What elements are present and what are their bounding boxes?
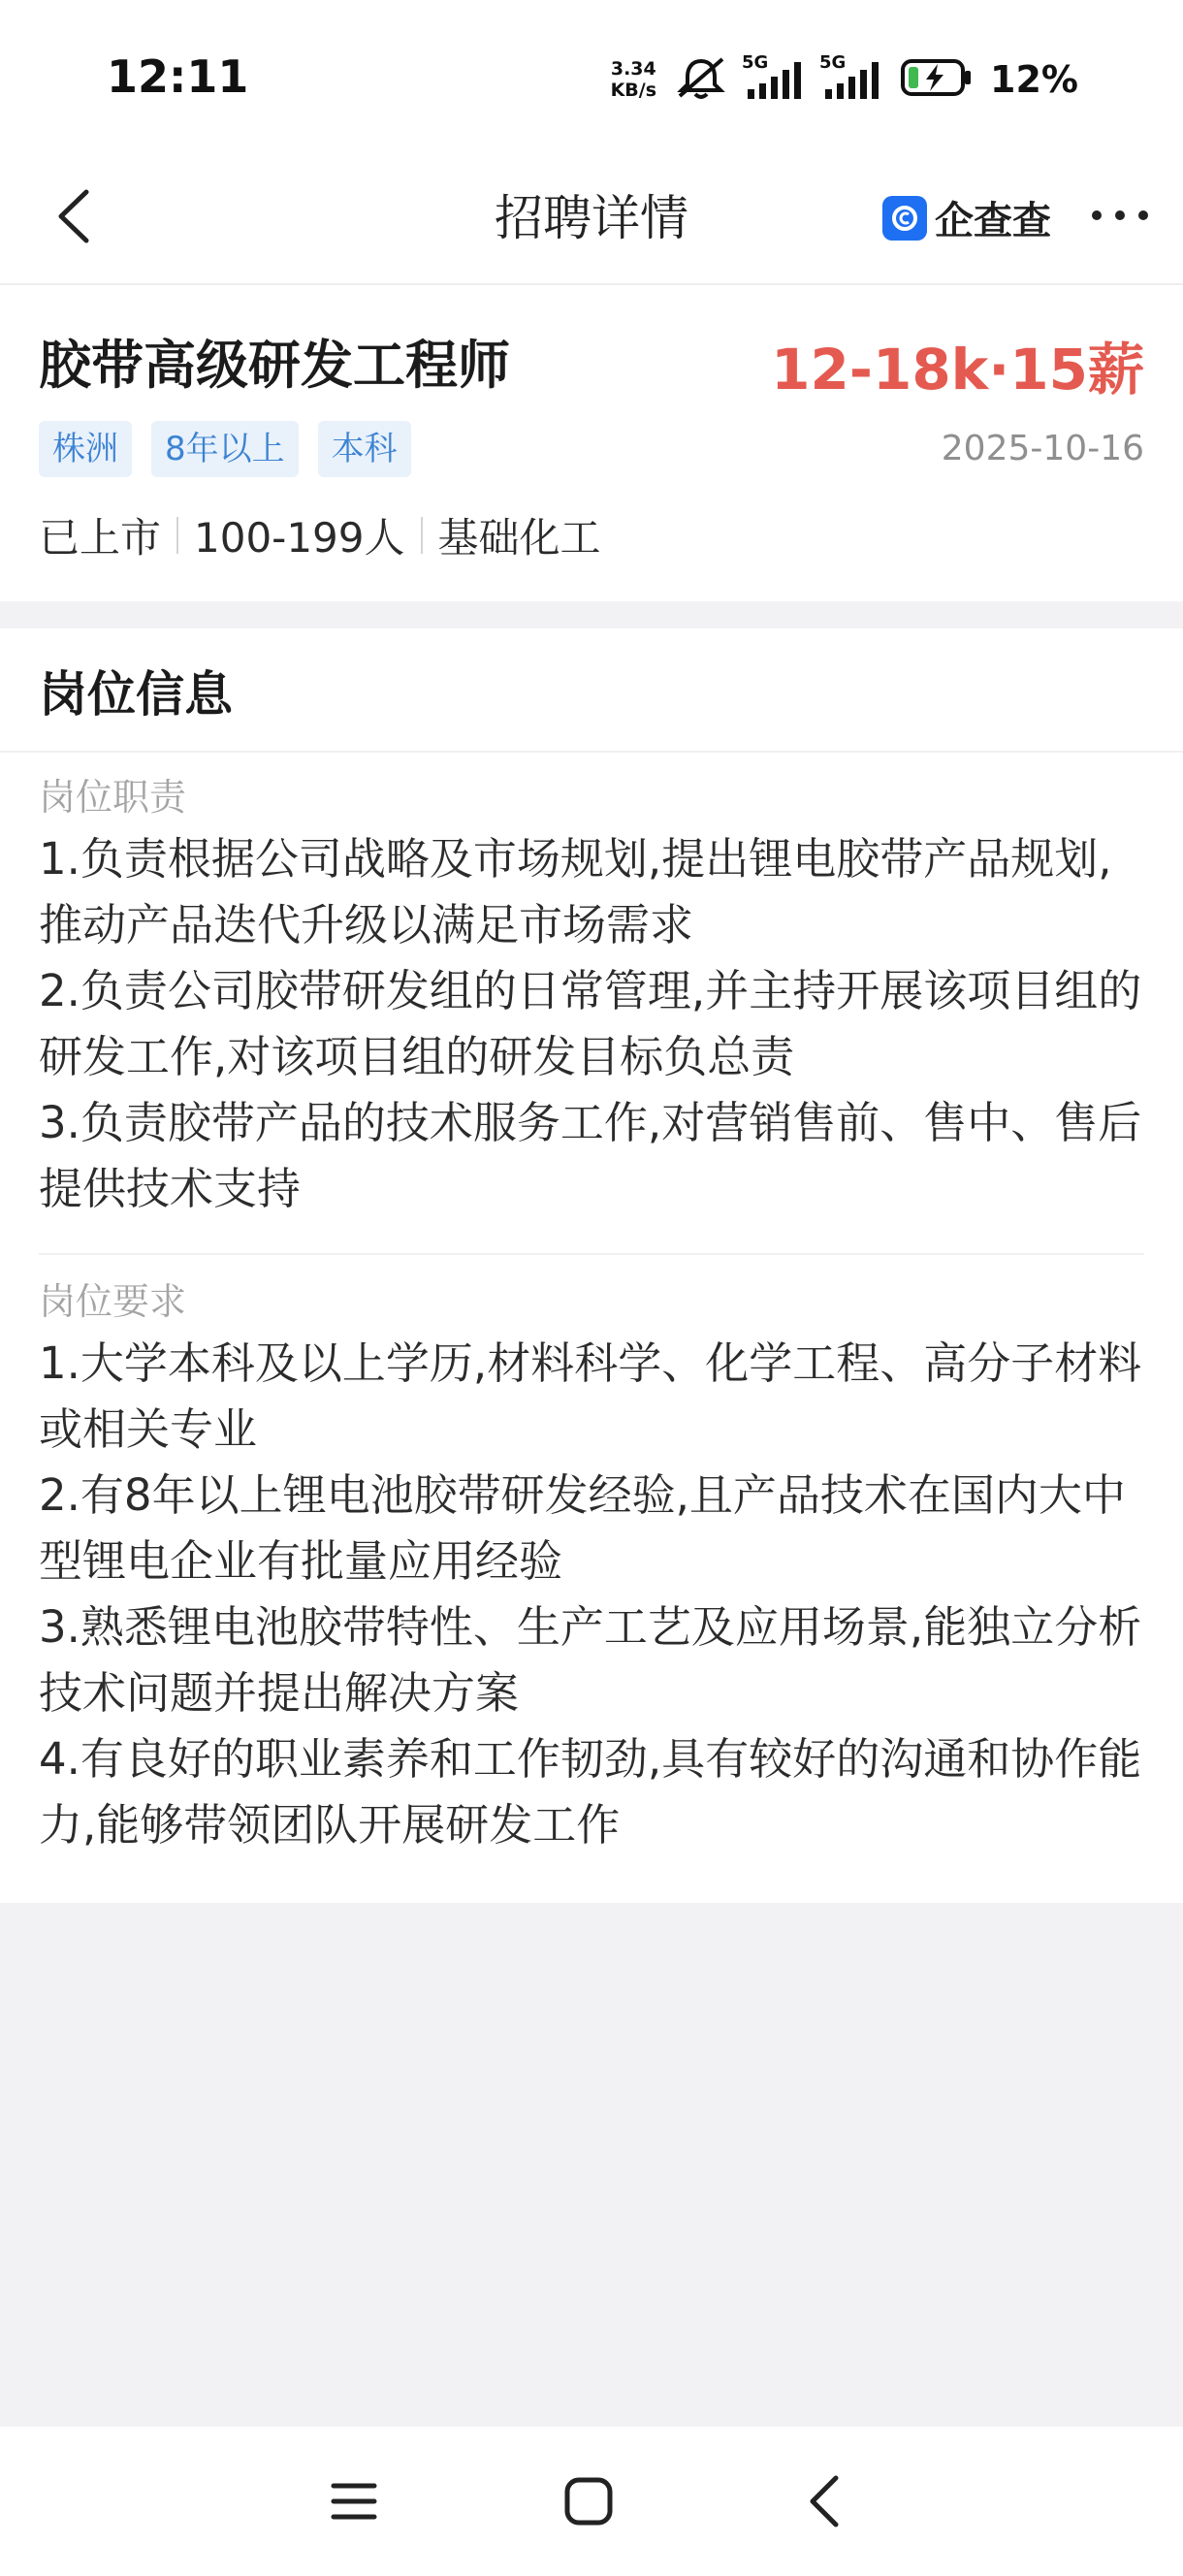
menu-icon xyxy=(330,2480,378,2527)
back-triangle-icon xyxy=(805,2474,844,2532)
battery-percent: 12% xyxy=(990,58,1078,101)
signal-icon xyxy=(819,52,883,99)
job-info-section xyxy=(0,628,1183,1903)
more-button[interactable] xyxy=(1086,192,1154,241)
meta-divider xyxy=(176,517,178,554)
post-date: 2025-10-16 xyxy=(941,429,1144,468)
battery-charging-icon xyxy=(901,58,973,101)
status-time: 12:11 xyxy=(107,50,249,103)
company-industry: 基础化工 xyxy=(437,514,601,562)
system-back-button[interactable] xyxy=(790,2469,858,2537)
status-icons xyxy=(611,50,1078,109)
job-tags xyxy=(39,421,411,477)
company-size: 100-199人 xyxy=(194,514,405,562)
duties-list xyxy=(39,826,1144,1222)
net-speed-unit: KB/s xyxy=(610,80,657,101)
net-speed xyxy=(611,58,656,101)
system-nav-bar xyxy=(0,2427,1183,2576)
company-meta xyxy=(39,506,601,564)
qcc-brand-link[interactable] xyxy=(882,190,1051,245)
section-divider xyxy=(39,1253,1144,1255)
signal-5g-label: 5G xyxy=(742,52,769,73)
qcc-brand-label: 企查查 xyxy=(935,199,1051,243)
list-item: 4.有良好的职业素养和工作韧劲,具有较好的沟通和协作能力,能够带领团队开展研发工作 xyxy=(39,1733,1142,1851)
requirements-heading: 岗位要求 xyxy=(39,1280,187,1323)
job-header-card xyxy=(0,285,1183,601)
status-bar xyxy=(0,0,1183,155)
list-item: 1.负责根据公司战略及市场规划,提出锂电胶带产品规划,推动产品迭代升级以满足市场需求 xyxy=(39,833,1112,950)
tag-experience: 8年以上 xyxy=(151,421,299,477)
job-title: 胶带高级研发工程师 xyxy=(39,335,510,396)
qcc-logo-icon xyxy=(882,196,927,241)
requirements-block xyxy=(39,1274,1144,1858)
requirements-list xyxy=(39,1331,1144,1858)
list-item: 2.有8年以上锂电池胶带研发经验,且产品技术在国内大中型锂电企业有批量应用经验 xyxy=(39,1469,1126,1587)
company-listing-status: 已上市 xyxy=(39,514,162,562)
meta-divider xyxy=(421,517,423,554)
page-title: 招聘详情 xyxy=(495,190,688,246)
home-button[interactable] xyxy=(555,2469,623,2537)
mute-icon xyxy=(674,55,728,104)
salary: 12-18k·15薪 xyxy=(771,337,1144,402)
list-item: 2.负责公司胶带研发组的日常管理,并主持开展该项目组的研发工作,对该项目组的研发目标负总责 xyxy=(39,965,1142,1082)
net-speed-value: 3.34 xyxy=(610,58,656,80)
more-dots-icon xyxy=(1090,208,1150,226)
home-square-icon xyxy=(563,2476,614,2530)
duties-heading: 岗位职责 xyxy=(39,776,187,819)
list-item: 3.熟悉锂电池胶带特性、生产工艺及应用场景,能独立分析技术问题并提出解决方案 xyxy=(39,1601,1142,1719)
section-title: 岗位信息 xyxy=(39,666,233,723)
nav-bar xyxy=(0,155,1183,285)
recents-button[interactable] xyxy=(320,2469,388,2537)
list-item: 3.负责胶带产品的技术服务工作,对营销售前、售中、售后提供技术支持 xyxy=(39,1097,1142,1214)
tag-education: 本科 xyxy=(318,421,411,477)
duties-block xyxy=(39,770,1144,1222)
tag-location: 株洲 xyxy=(39,421,132,477)
list-item: 1.大学本科及以上学历,材料科学、化学工程、高分子材料或相关专业 xyxy=(39,1337,1142,1455)
signal-icon xyxy=(742,52,806,99)
signal-5g-label: 5G xyxy=(819,52,847,73)
section-divider xyxy=(0,751,1183,753)
